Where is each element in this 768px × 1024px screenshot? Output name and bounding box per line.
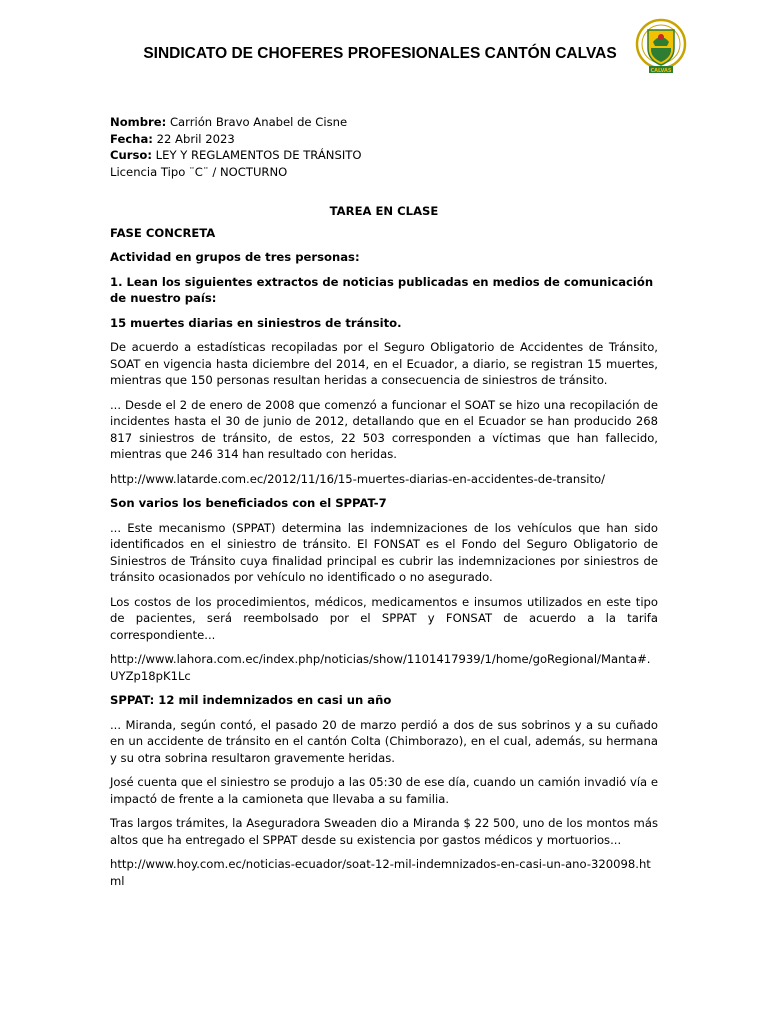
news-3-paragraph-2: José cuenta que el siniestro se produjo a las 05:30 de ese día, cuando un camión invadió vía e impactó de frente a la camioneta que llevaba a su familia. bbox=[110, 775, 658, 806]
logo-caption: CALVAS bbox=[650, 68, 672, 74]
news-2-title: Son varios los beneficiados con el SPPAT-7 bbox=[110, 496, 387, 510]
news-2-paragraph-2: Los costos de los procedimientos, médicos, medicamentos e insumos utilizados en este tipo de pacientes, será reembolsado por el SPPAT y FONSAT de acuerdo a la tarifa correspondiente... bbox=[110, 594, 658, 642]
name-label: Nombre: bbox=[110, 115, 167, 129]
news-3-source-link[interactable]: http://www.hoy.com.ec/noticias-ecuador/soat-12-mil-indemnizados-en-casi-un-ano-320098.html bbox=[110, 857, 651, 888]
news-3-paragraph-3: Tras largos trámites, la Aseguradora Sweaden dio a Miranda $ 22 500, uno de los montos más altos que ha entregado el SPPAT desde su existencia por gastos médicos y mortuorios... bbox=[110, 816, 658, 847]
course-value: LEY Y REGLAMENTOS DE TRÁNSITO bbox=[151, 148, 362, 162]
news-1-title: 15 muertes diarias en siniestros de tránsito. bbox=[110, 315, 402, 330]
document-body bbox=[110, 203, 658, 897]
news-1-paragraph-2: ... Desde el 2 de enero de 2008 que comenzó a funcionar el SOAT se hizo una recopilación de incidentes hasta el 30 de junio de 2012, detallando que en el Ecuador se han producido 268 817 siniestros de tránsito, de estos, 22 503 corresponden a víctimas que han fallecido, mientras que 246 314 han resultado con heridas. bbox=[110, 397, 658, 461]
name-line bbox=[110, 114, 658, 131]
name-value: Carrión Bravo Anabel de Cisne bbox=[166, 115, 348, 129]
activity-line: Actividad en grupos de tres personas: bbox=[110, 250, 360, 264]
date-value: 22 Abril 2023 bbox=[152, 131, 235, 146]
union-logo-icon bbox=[634, 18, 688, 76]
license-line: Licencia Tipo ¨C¨ / NOCTURNO bbox=[110, 164, 288, 179]
news-2-paragraph-1: ... Este mecanismo (SPPAT) determina las indemnizaciones de los vehículos que han sido identificados en el siniestro de tránsito. El FONSAT es el Fondo del Seguro Obligatorio de Siniestros de Tránsito cuya finalidad principal es cubrir las indemnizaciones por siniestros de tránsito ocasionados por vehículo no identificado o no asegurado. bbox=[110, 520, 658, 584]
instruction-line: 1. Lean los siguientes extractos de noticias publicadas en medios de comunicación de nuestro país: bbox=[110, 274, 654, 305]
task-heading: TAREA EN CLASE bbox=[329, 204, 439, 218]
news-3-paragraph-1: ... Miranda, según contó, el pasado 20 de marzo perdió a dos de sus sobrinos y a su cuñado en un accidente de tránsito en el cantón Colta (Chimborazo), en el cual, además, su hermana y su otra sobrina resultaron gravemente heridas. bbox=[110, 717, 658, 765]
news-2-source-link[interactable]: http://www.lahora.com.ec/index.php/noticias/show/1101417939/1/home/goRegional/Manta#.UYZp18pK1Lc bbox=[110, 652, 651, 683]
date-label: Fecha: bbox=[110, 131, 153, 146]
student-info bbox=[110, 114, 658, 180]
news-3-title: SPPAT: 12 mil indemnizados en casi un año bbox=[110, 693, 392, 707]
phase-heading: FASE CONCRETA bbox=[110, 225, 216, 240]
course-line bbox=[110, 147, 658, 164]
news-1-source-link[interactable]: http://www.latarde.com.ec/2012/11/16/15-muertes-diarias-en-accidentes-de-transito/ bbox=[110, 471, 605, 486]
course-label: Curso: bbox=[110, 148, 152, 162]
date-line bbox=[110, 131, 658, 148]
news-1-paragraph-1: De acuerdo a estadísticas recopiladas por el Seguro Obligatorio de Accidentes de Tránsito, SOAT en vigencia hasta diciembre del 2014, en el Ecuador, a diario, se registran 15 muertes, mientras que 150 personas resultan heridas a consecuencia de siniestros de tránsito. bbox=[110, 340, 658, 387]
document-title: SINDICATO DE CHOFERES PROFESIONALES CANTÓN CALVAS bbox=[143, 45, 617, 62]
